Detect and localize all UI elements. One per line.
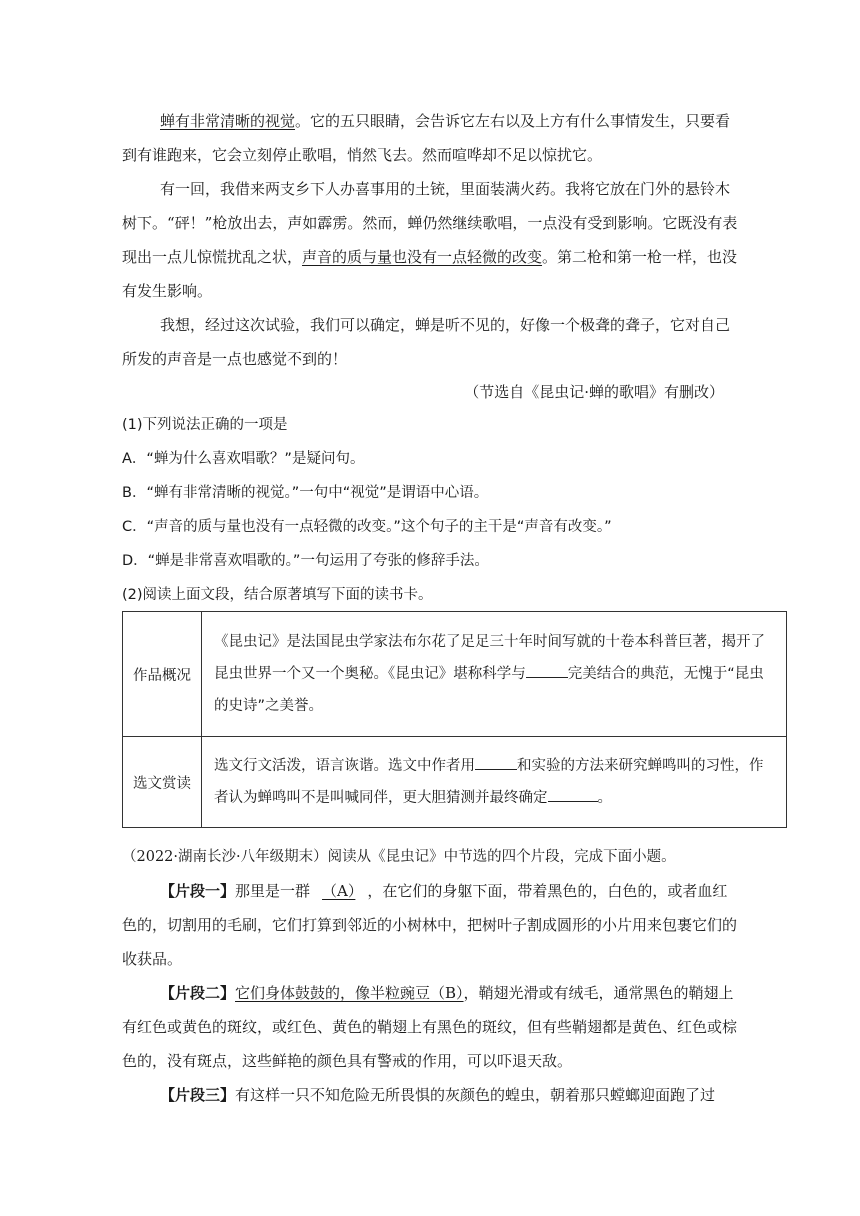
paragraph-text: 。它的五只眼睛，会告诉它左右以及上方有什么事情发生，只要看到有谁跑来，它会立刻停止歌唱，悄然飞去。然而喧哗却不足以惊扰它。 <box>122 112 731 164</box>
fragment-2 <box>122 976 738 1078</box>
passage-paragraph-1 <box>122 104 738 172</box>
row-text: 选文行文活泼，语言诙谐。选文中作者用 <box>214 758 475 774</box>
question-1-option-c: C．“声音的质与量也没有一点轻微的改变。”这个句子的主干是“声音有改变。” <box>122 519 612 535</box>
passage-paragraph-3: 我想，经过这次试验，我们可以确定，蝉是听不见的，好像一个极聋的聋子，它对自己所发的声音是一点也感觉不到的！ <box>122 316 731 368</box>
fragment-3 <box>122 1078 738 1112</box>
question-1-option-a: A．“蝉为什么喜欢唱歌？”是疑问句。 <box>122 451 365 467</box>
fill-blank[interactable] <box>475 755 517 770</box>
table-row <box>123 737 787 828</box>
blank-a: （A） <box>322 882 356 900</box>
fragment-text: ，在它们的身躯下面，带着黑色的，白色的，或者血红色的，切割用的毛刷，它们打算到邻近的小树林中，把树叶子割成圆形的小片用来包裹它们的收获品。 <box>122 882 738 968</box>
row-text: 《昆虫记》是法国昆虫学家法布尔花了足足三十年时间写就的十卷本科普巨著，揭开了昆虫世界一个又一个奥秘。《昆虫记》堪称科学与 <box>214 634 765 682</box>
table-row <box>123 612 787 737</box>
fragment-text: 有这样一只不知危险无所畏惧的灰颜色的蝗虫，朝着那只螳螂迎面跑了过 <box>235 1086 716 1104</box>
fill-blank[interactable] <box>548 787 598 802</box>
question-1-stem: (1)下列说法正确的一项是 <box>122 417 288 433</box>
fragment-text: ，鞘翅光滑或有绒毛，通常黑色的鞘翅上有红色或黄色的斑纹，或红色、黄色的鞘翅上有黑色的斑纹，但有些鞘翅都是黄色、红色或棕色的，没有斑点，这些鲜艳的颜色具有警戒的作用，可以吓退天敌。 <box>122 984 738 1070</box>
reading-card-table <box>122 611 787 828</box>
fragment-1 <box>122 874 738 976</box>
underlined-sentence: 声音的质与量也没有一点轻微的改变 <box>302 248 543 266</box>
row-label: 作品概况 <box>123 612 202 737</box>
fragment-label: 【片段一】 <box>160 882 236 900</box>
fill-blank[interactable] <box>526 663 568 678</box>
row-text: 和实验的方法来研究蝉鸣叫的习性，作者认为蝉鸣叫不是叫喊同伴，更大胆猜测并最终确定 <box>214 758 764 806</box>
question-1-option-d: D．“蝉是非常喜欢唱歌的。”一句运用了夸张的修辞手法。 <box>122 553 489 569</box>
fragment-text: 那里是一群 <box>235 882 311 900</box>
row-text: 完美结合的典范，无愧于“昆虫的史诗”之美誉。 <box>214 666 764 714</box>
paragraph-text: 有一回，我借来两支乡下人办喜事用的土铳，里面装满火药。我将它放在门外的悬铃木树下。“砰！”枪放出去，声如霹雳。然而，蝉仍然继续歌唱，一点没有受到影响。它既没有表现出一点儿惊慌扰乱之状， <box>122 180 738 266</box>
passage-paragraph-2 <box>122 172 738 308</box>
row-text: 。 <box>597 790 612 806</box>
question-1-option-b: B．“蝉有非常清晰的视觉。”一句中“视觉”是谓语中心语。 <box>122 485 489 501</box>
underlined-sentence: 蝉有非常清晰的视觉 <box>160 112 296 130</box>
row-content <box>202 612 787 737</box>
section-2-intro: （2022·湖南长沙·八年级期末）阅读从《昆虫记》中节选的四个片段，完成下面小题。 <box>122 849 676 865</box>
row-label: 选文赏读 <box>123 737 202 828</box>
fragment-label: 【片段二】 <box>160 984 236 1002</box>
underlined-sentence: 它们身体鼓鼓的，像半粒豌豆（B） <box>235 984 464 1002</box>
row-content <box>202 737 787 828</box>
question-2-stem: (2)阅读上面文段，结合原著填写下面的读书卡。 <box>122 587 433 603</box>
source-citation: （节选自《昆虫记·蝉的歌唱》有删改） <box>464 383 724 401</box>
fragment-label: 【片段三】 <box>160 1086 236 1104</box>
paragraph-text: 。第二枪和第一枪一样，也没有发生影响。 <box>122 248 738 300</box>
